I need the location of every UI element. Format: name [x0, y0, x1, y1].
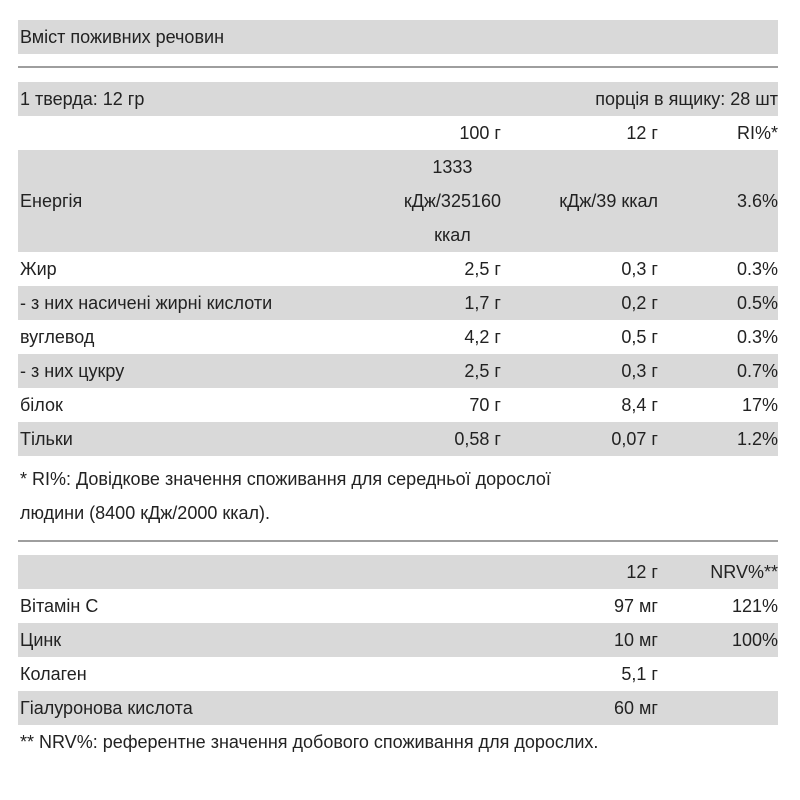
row-12g: 60 мг — [614, 698, 658, 718]
ri-footnote — [18, 462, 778, 530]
table-row — [18, 422, 778, 456]
table-row — [18, 623, 778, 657]
table-row — [18, 354, 778, 388]
row-label: Гіалуронова кислота — [20, 698, 193, 718]
nutrition-table — [18, 0, 778, 759]
row-12g: 8,4 г — [621, 395, 658, 415]
row-ri: 0.5% — [736, 293, 778, 313]
energy-12g: кДж/39 ккал — [559, 191, 658, 211]
row-12g: 0,3 г — [621, 361, 658, 381]
row-label: Колаген — [20, 664, 87, 684]
row-label: білок — [20, 395, 63, 415]
title-row — [18, 20, 778, 54]
row-100g: 2,5 г — [464, 361, 501, 381]
energy-label: Енергія — [20, 191, 83, 211]
row-12g: 0,2 г — [621, 293, 658, 313]
table-row — [18, 691, 778, 725]
row-12g: 0,3 г — [621, 259, 658, 279]
row-label: - з них цукру — [20, 361, 125, 381]
row-ri: 1.2% — [736, 429, 778, 449]
row-ri: 0.7% — [736, 361, 778, 381]
row-label: Жир — [20, 259, 57, 279]
serving-row — [18, 82, 778, 116]
nrv-footnote: ** NRV%: референтне значення добового споживання для дорослих. — [20, 732, 599, 752]
header-ri: RI%* — [736, 123, 778, 143]
header-12g: 12 г — [626, 562, 658, 582]
table-row — [18, 286, 778, 320]
energy-100g-line: кДж/325160 — [403, 191, 501, 211]
table-row — [18, 320, 778, 354]
row-12g: 10 мг — [614, 630, 658, 650]
row-100g: 4,2 г — [464, 327, 501, 347]
row-12g: 97 мг — [614, 596, 658, 616]
row-12g: 5,1 г — [621, 664, 658, 684]
row-ri: 0.3% — [736, 327, 778, 347]
ri-footnote-line: людини (8400 кДж/2000 ккал). — [20, 503, 271, 523]
serving-size: 1 тверда: 12 гр — [20, 89, 145, 109]
page-title: Вміст поживних речовин — [20, 27, 225, 47]
servings-per-box: порція в ящику: 28 шт — [595, 89, 778, 109]
row-100g: 2,5 г — [464, 259, 501, 279]
energy-100g — [404, 150, 501, 252]
row-label: Тільки — [20, 429, 73, 449]
table-row — [18, 388, 778, 422]
row-ri: 0.3% — [736, 259, 778, 279]
row-label: вуглевод — [20, 327, 95, 347]
row-100g: 0,58 г — [454, 429, 501, 449]
row-12g: 0,5 г — [621, 327, 658, 347]
row-nrv: 121% — [731, 596, 778, 616]
column-header-row — [18, 116, 778, 150]
header-12g: 12 г — [626, 123, 658, 143]
table-row — [18, 657, 778, 691]
energy-100g-line: ккал — [434, 225, 471, 245]
vitamins-header-row — [18, 555, 778, 589]
row-nrv: 100% — [731, 630, 778, 650]
row-label: Цинк — [20, 630, 62, 650]
row-label: - з них насичені жирні кислоти — [20, 293, 273, 313]
row-label: Вітамін С — [20, 596, 99, 616]
table-row — [18, 589, 778, 623]
energy-100g-line: 1333 — [432, 157, 473, 177]
row-100g: 70 г — [469, 395, 501, 415]
row-100g: 1,7 г — [464, 293, 501, 313]
energy-ri: 3.6% — [736, 191, 778, 211]
header-100g: 100 г — [459, 123, 501, 143]
row-12g: 0,07 г — [611, 429, 658, 449]
row-ri: 17% — [741, 395, 778, 415]
table-row — [18, 252, 778, 286]
header-nrv: NRV%** — [710, 562, 778, 582]
energy-row — [18, 150, 778, 252]
ri-footnote-line: * RI%: Довідкове значення споживання для середньої дорослої — [20, 469, 551, 489]
